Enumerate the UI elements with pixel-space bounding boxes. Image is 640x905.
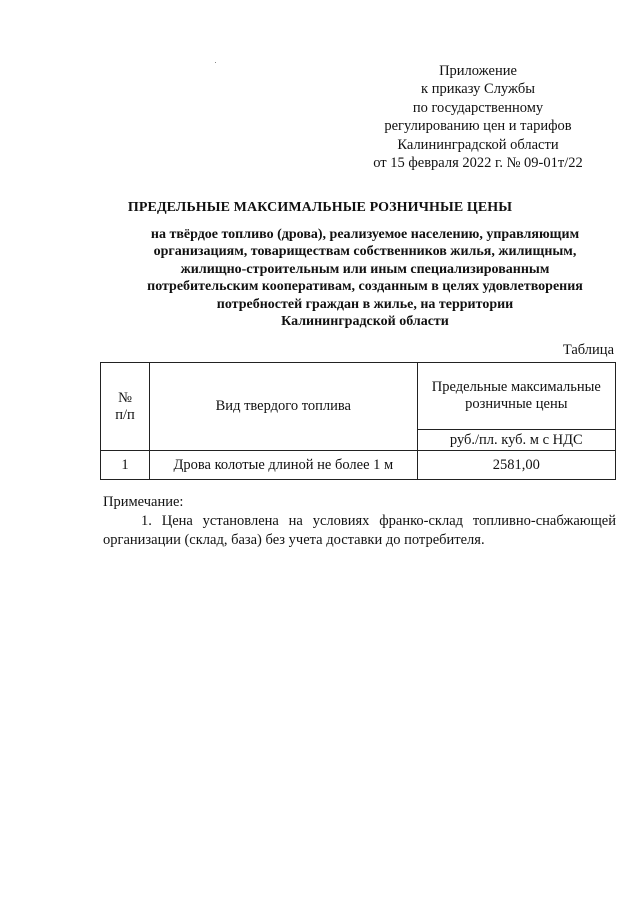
header-price-line: розничные цены	[465, 396, 568, 412]
cell-price: 2581,00	[417, 451, 615, 480]
cell-num: 1	[101, 451, 150, 480]
header-num	[101, 363, 150, 451]
header-kind: Вид твердого топлива	[150, 363, 418, 451]
document-subtitle	[100, 226, 630, 330]
note-label: Примечание:	[103, 494, 184, 510]
appendix-line: регулированию цен и тарифов	[384, 118, 572, 135]
table-row	[101, 451, 616, 480]
subtitle-line: потребительским кооперативам, созданным в целях удовлетворения	[147, 279, 583, 295]
subtitle-line: жилищно-строительным или иным специализированным	[180, 261, 550, 277]
note-text	[103, 512, 616, 550]
appendix-block	[348, 62, 608, 172]
price-table	[100, 362, 616, 480]
table-caption: Таблица	[562, 342, 614, 358]
cell-kind: Дрова колотые длиной не более 1 м	[150, 451, 418, 480]
subtitle-line: Калининградской области	[281, 314, 449, 330]
subtitle-line: на твёрдое топливо (дрова), реализуемое населению, управляющим	[150, 227, 580, 242]
header-price	[417, 363, 615, 430]
appendix-line: Калининградской области	[397, 136, 559, 153]
appendix-line: Приложение	[439, 63, 517, 79]
header-price-line: Предельные максимальные	[431, 379, 601, 395]
note-item: 1. Цена установлена на условиях франко-склад топливно-снабжающей организации (склад, база) без учета доставки до потребителя.	[103, 513, 616, 548]
table-header-row	[101, 363, 616, 430]
header-num-label: п/п	[115, 406, 135, 423]
scan-speck	[215, 62, 216, 63]
appendix-line: по государственному	[412, 99, 544, 116]
subtitle-line: потребностей граждан в жилье, на территории	[216, 296, 514, 312]
header-unit: руб./пл. куб. м с НДС	[417, 430, 615, 451]
document-title: ПРЕДЕЛЬНЫЕ МАКСИМАЛЬНЫЕ РОЗНИЧНЫЕ ЦЕНЫ	[127, 200, 513, 215]
subtitle-line: организациям, товариществам собственников жилья, жилищным,	[153, 244, 577, 260]
header-num-symbol: №	[118, 389, 132, 406]
appendix-line: к приказу Службы	[421, 81, 535, 98]
appendix-line: от 15 февраля 2022 г. № 09-01т/22	[373, 155, 583, 172]
